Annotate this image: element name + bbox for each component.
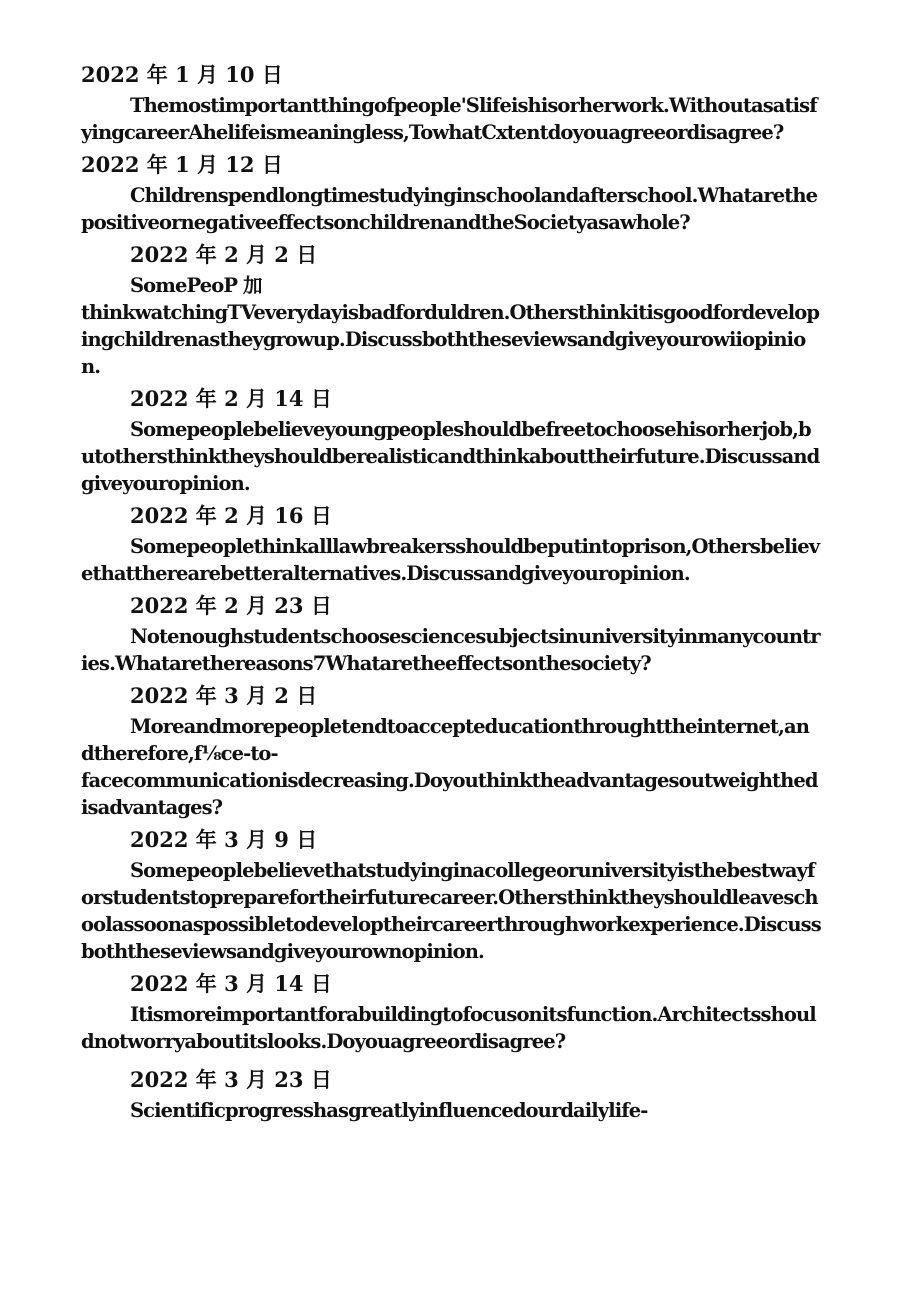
entry-date: 2022 年 2 月 2 日: [130, 242, 318, 267]
entry-date: 2022 年 1 月 10 日: [81, 62, 283, 87]
essay-prompt-start: SomePeoP 加: [130, 274, 262, 297]
entry-2022-03-23: [81, 1065, 821, 1124]
entry-2022-02-14: [81, 384, 821, 497]
essay-prompt: Childrenspendlongtimestudyinginschoolandafterschool.WhatarethepositiveornegativeeffectsonchildrenandtheSocietyasawhole?: [81, 184, 818, 234]
essay-prompt: Somepeoplebelievethatstudyinginacollegeoruniversityisthebestwayforstudentstopreparefortheirfuturecareer.Othersthinktheyshouldleaveschoolassoonaspossibletodeveloptheircareerthroughworkexperience.Discussboththeseviewsandgiveyourownopinion.: [81, 859, 821, 963]
document-page: [81, 60, 821, 1128]
essay-prompt: Notenoughstudentschoosesciencesubjectsinuniversityinmanycountries.Whatarethereasons7Whataretheeffectsonthesociety?: [81, 625, 820, 675]
entry-date: 2022 年 3 月 14 日: [130, 971, 332, 996]
entry-date: 2022 年 3 月 9 日: [130, 827, 318, 852]
entry-date: 2022 年 2 月 14 日: [130, 386, 332, 411]
essay-prompt: Scientificprogresshasgreatlyinfluencedourdailylife-: [130, 1099, 648, 1122]
entry-2022-02-16: [81, 501, 821, 587]
essay-prompt: Somepeoplethinkalllawbreakersshouldbeputintoprison,Othersbelievethattherearebetteralternatives.Discussandgiveyouropinion.: [81, 535, 820, 585]
essay-prompt: Themostimportantthingofpeople'Slifeishisorherwork.WithoutasatisfyingcareerAhelifeismeaningless,TowhatCxtentdoyouagreeordisagree?: [81, 94, 817, 144]
entry-2022-01-10: [81, 60, 821, 146]
entry-date: 2022 年 3 月 2 日: [130, 683, 318, 708]
essay-prompt: thinkwatchingTVeverydayisbadforduldren.Othersthinkitisgoodfordevelopingchildrenastheygrowup.Discussboththeseviewsandgiveyourowiiopinion.: [81, 301, 820, 378]
entry-date: 2022 年 2 月 16 日: [130, 503, 332, 528]
entry-2022-02-02: [81, 240, 821, 380]
essay-prompt: facecommunicationisdecreasing.Doyouthinktheadvantagesoutweighthedisadvantages?: [81, 769, 818, 819]
entry-date: 2022 年 3 月 23 日: [130, 1067, 332, 1092]
entry-2022-03-02: [81, 681, 821, 821]
essay-prompt: Somepeoplebelieveyoungpeopleshouldbefreetochoosehisorherjob,butothersthinktheyshouldberealisticandthinkabouttheirfuture.Discussandgiveyouropinion.: [81, 418, 820, 495]
entry-date: 2022 年 1 月 12 日: [81, 152, 283, 177]
essay-prompt-start: Moreandmorepeopletendtoaccepteducationthroughttheinternet,andtherefore,f⅛ce-to-: [81, 715, 810, 765]
entry-2022-01-12: [81, 150, 821, 236]
essay-prompt: Itismoreimportantforabuildingtofocusonitsfunction.Architectsshouldnotworryaboutitslooks.Doyouagreeordisagree?: [81, 1003, 816, 1053]
entry-date: 2022 年 2 月 23 日: [130, 593, 332, 618]
entry-2022-02-23: [81, 591, 821, 677]
entry-2022-03-09: [81, 825, 821, 965]
entry-2022-03-14: [81, 969, 821, 1055]
